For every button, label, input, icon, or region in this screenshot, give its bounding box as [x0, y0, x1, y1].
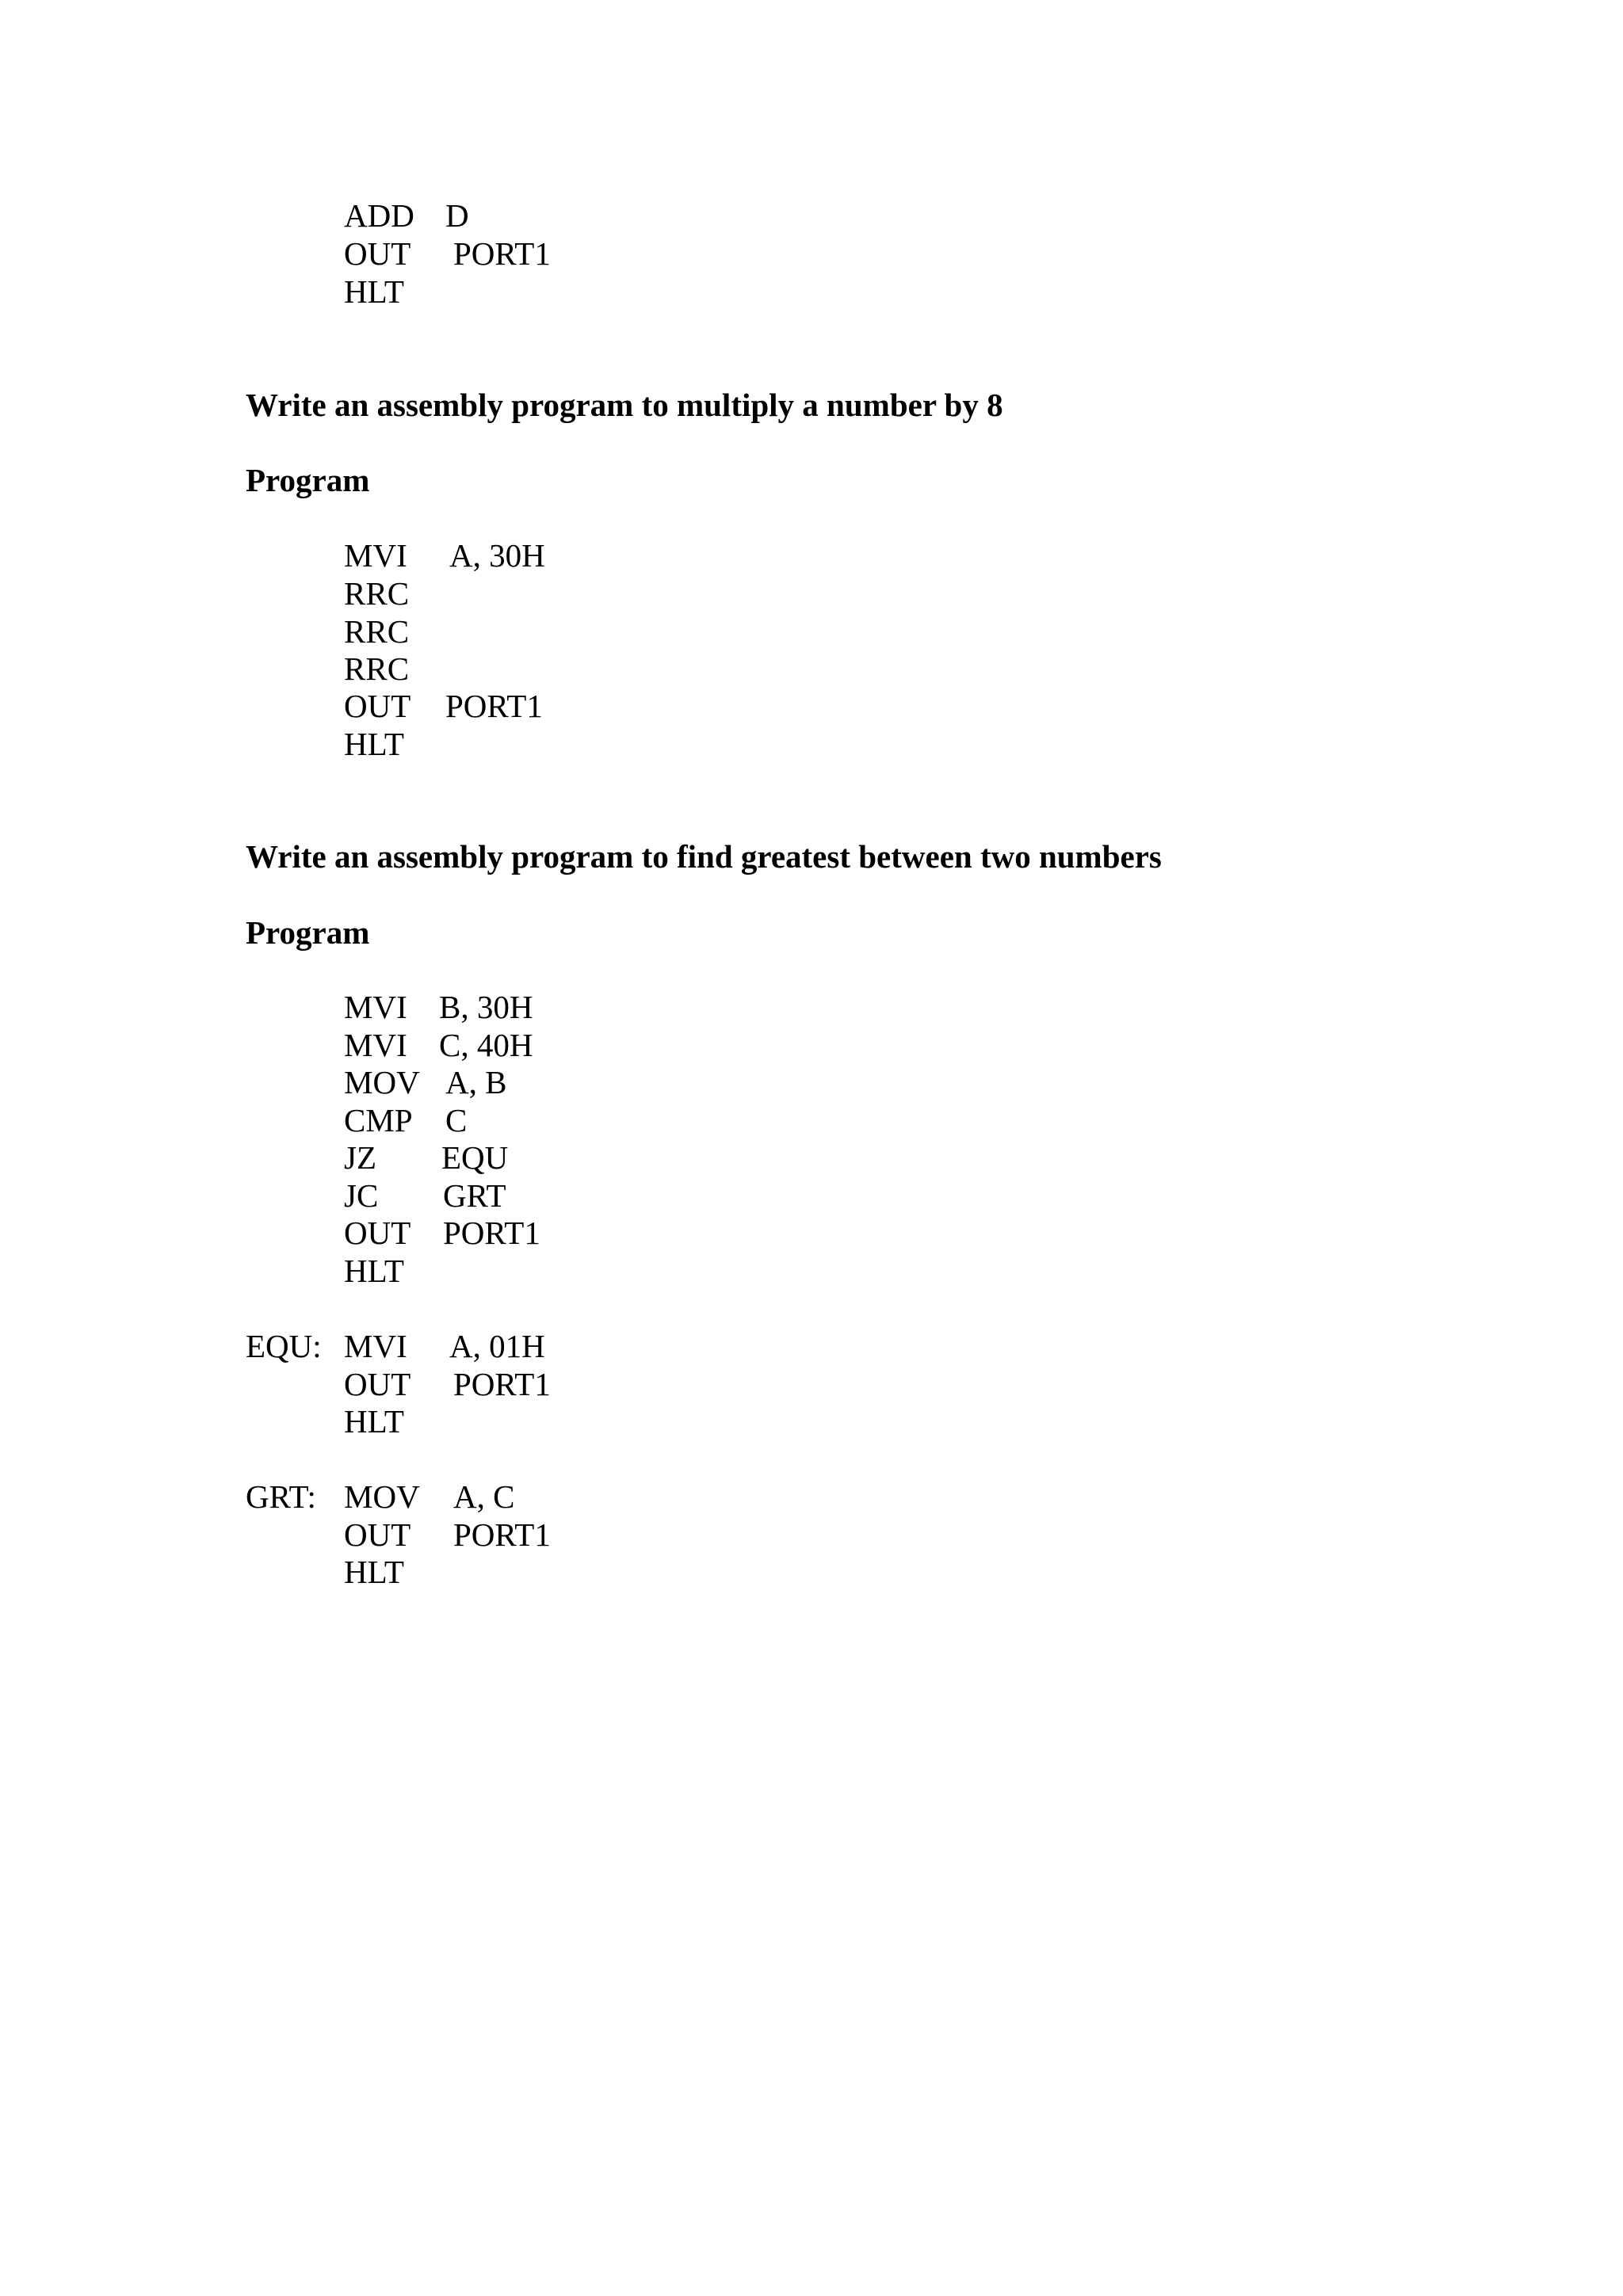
code-arg: PORT1 — [445, 688, 543, 724]
code-op: JC — [344, 1177, 379, 1214]
code-arg: A, 30H — [449, 537, 545, 574]
code-arg: A, B — [445, 1064, 507, 1100]
code-op: HLT — [344, 1554, 404, 1590]
code-arg: B, 30H — [439, 989, 533, 1025]
code-op: MVI — [344, 989, 407, 1025]
code-op: HLT — [344, 1253, 404, 1289]
code-op: RRC — [344, 575, 410, 612]
code-arg: GRT — [443, 1177, 506, 1214]
code-op: OUT — [344, 235, 411, 272]
code-arg: PORT1 — [453, 235, 551, 272]
code-arg: D — [445, 197, 469, 234]
code-op: MVI — [344, 537, 407, 574]
code-arg: C — [445, 1102, 468, 1138]
code-label-grt: GRT: — [246, 1478, 316, 1515]
code-op: MOV — [344, 1064, 420, 1100]
code-op: OUT — [344, 1516, 411, 1553]
code-op: JZ — [344, 1139, 376, 1176]
code-op: ADD — [344, 197, 414, 234]
section-heading: Write an assembly program to multiply a number by 8 — [246, 387, 1003, 423]
code-arg: C, 40H — [439, 1027, 533, 1063]
code-op: RRC — [344, 650, 410, 687]
code-arg: PORT1 — [443, 1215, 540, 1251]
code-arg: PORT1 — [453, 1516, 551, 1553]
code-label-equ: EQU: — [246, 1328, 322, 1364]
program-label: Program — [246, 914, 370, 951]
code-op: OUT — [344, 688, 411, 724]
code-arg: A, C — [453, 1478, 515, 1515]
code-op: HLT — [344, 273, 404, 310]
code-op: MOV — [344, 1478, 420, 1515]
code-op: CMP — [344, 1102, 413, 1138]
program-label: Program — [246, 462, 370, 498]
code-op: MVI — [344, 1328, 407, 1364]
code-arg: EQU — [441, 1139, 509, 1176]
code-arg: A, 01H — [449, 1328, 545, 1364]
code-op: RRC — [344, 613, 410, 650]
code-op: OUT — [344, 1366, 411, 1402]
code-op: OUT — [344, 1215, 411, 1251]
code-op: MVI — [344, 1027, 407, 1063]
section-heading: Write an assembly program to find greatest between two numbers — [246, 838, 1162, 875]
code-arg: PORT1 — [453, 1366, 551, 1402]
code-op: HLT — [344, 1403, 404, 1440]
code-op: HLT — [344, 726, 404, 762]
